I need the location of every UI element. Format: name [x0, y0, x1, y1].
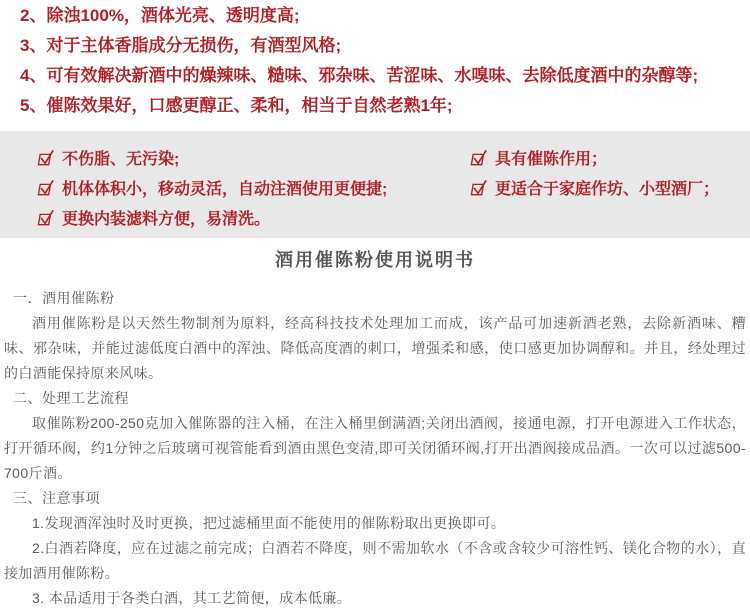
- checked-box-icon: [37, 209, 55, 226]
- selling-point-4: 4、可有效解决新酒中的燥辣味、糙味、邪杂味、苦涩味、水嗅味、去除低度酒中的杂醇等;: [20, 66, 699, 85]
- section-paragraph: 酒用催陈粉是以天然生物制剂为原料，经高科技技术处理加工而成，该产品可加速新酒老熟，去除新酒味、糟味、邪杂味，并能过滤低度白酒中的浑浊、降低高度酒的刺口，增强柔和感，使口感更加协调醇和。并且，经处理过的白酒能保持原来风味。: [4, 315, 746, 381]
- feature-item-label: 具有催陈作用；: [495, 150, 608, 168]
- selling-point-3: 3、对于主体香脂成分无损伤，有酒型风格;: [20, 36, 342, 55]
- section-heading: 一．酒用催陈粉: [13, 290, 115, 306]
- feature-item: [470, 142, 750, 172]
- checked-box-icon: [37, 179, 55, 196]
- selling-points-list: [0, 0, 750, 121]
- checked-box-icon: [470, 179, 488, 196]
- selling-point-2: 2、除浊100%，酒体光亮、透明度高;: [20, 6, 300, 25]
- feature-item-label: 更适合于家庭作坊、小型酒厂；: [495, 180, 720, 198]
- instruction-manual: [0, 248, 750, 608]
- feature-item: [37, 202, 470, 232]
- selling-point-5: 5、催陈效果好，口感更醇正、柔和，相当于自然老熟1年;: [20, 96, 453, 115]
- feature-item: [470, 172, 750, 202]
- feature-item: [37, 172, 470, 202]
- feature-column-left: [37, 142, 470, 238]
- section-paragraph: 1.发现酒浑浊时及时更换，把过滤桶里面不能使用的催陈粉取出更换即可。: [32, 515, 506, 531]
- feature-item-label: 更换内装滤料方便，易清洗。: [62, 210, 271, 228]
- feature-item: [37, 142, 470, 172]
- section-paragraph: 2.白酒若降度，应在过滤之前完成；白酒若不降度，则不需加软水（不含或含较少可溶性钙、镁化合物的水），直接加酒用催陈粉。: [4, 540, 746, 581]
- feature-highlight-box: [0, 131, 750, 238]
- section-paragraph: 取催陈粉200-250克加入催陈器的注入桶，在注入桶里倒满酒;关闭出酒阀，接通电源，打开电源进入工作状态，打开循环阀，约1分钟之后玻璃可视管能看到酒由黑色变清,即可关闭循环阀,打开出酒阀接成品酒。一次可以过滤500-700斤酒。: [4, 415, 746, 481]
- manual-section-3: [4, 486, 746, 608]
- checked-box-icon: [470, 149, 488, 166]
- section-heading: 三、注意事项: [13, 490, 100, 506]
- section-paragraph: 3. 本品适用于各类白酒，其工艺简便，成本低廉。: [32, 590, 352, 606]
- section-heading: 二、处理工艺流程: [13, 390, 129, 406]
- manual-section-1: [4, 286, 746, 386]
- feature-column-right: [470, 142, 750, 238]
- feature-item-label: 机体体积小，移动灵活，自动注酒使用更便捷;: [62, 180, 388, 198]
- manual-title: 酒用催陈粉使用说明书: [275, 250, 475, 270]
- checked-box-icon: [37, 149, 55, 166]
- manual-section-2: [4, 386, 746, 486]
- feature-item-label: 不伤脂、无污染;: [62, 150, 180, 168]
